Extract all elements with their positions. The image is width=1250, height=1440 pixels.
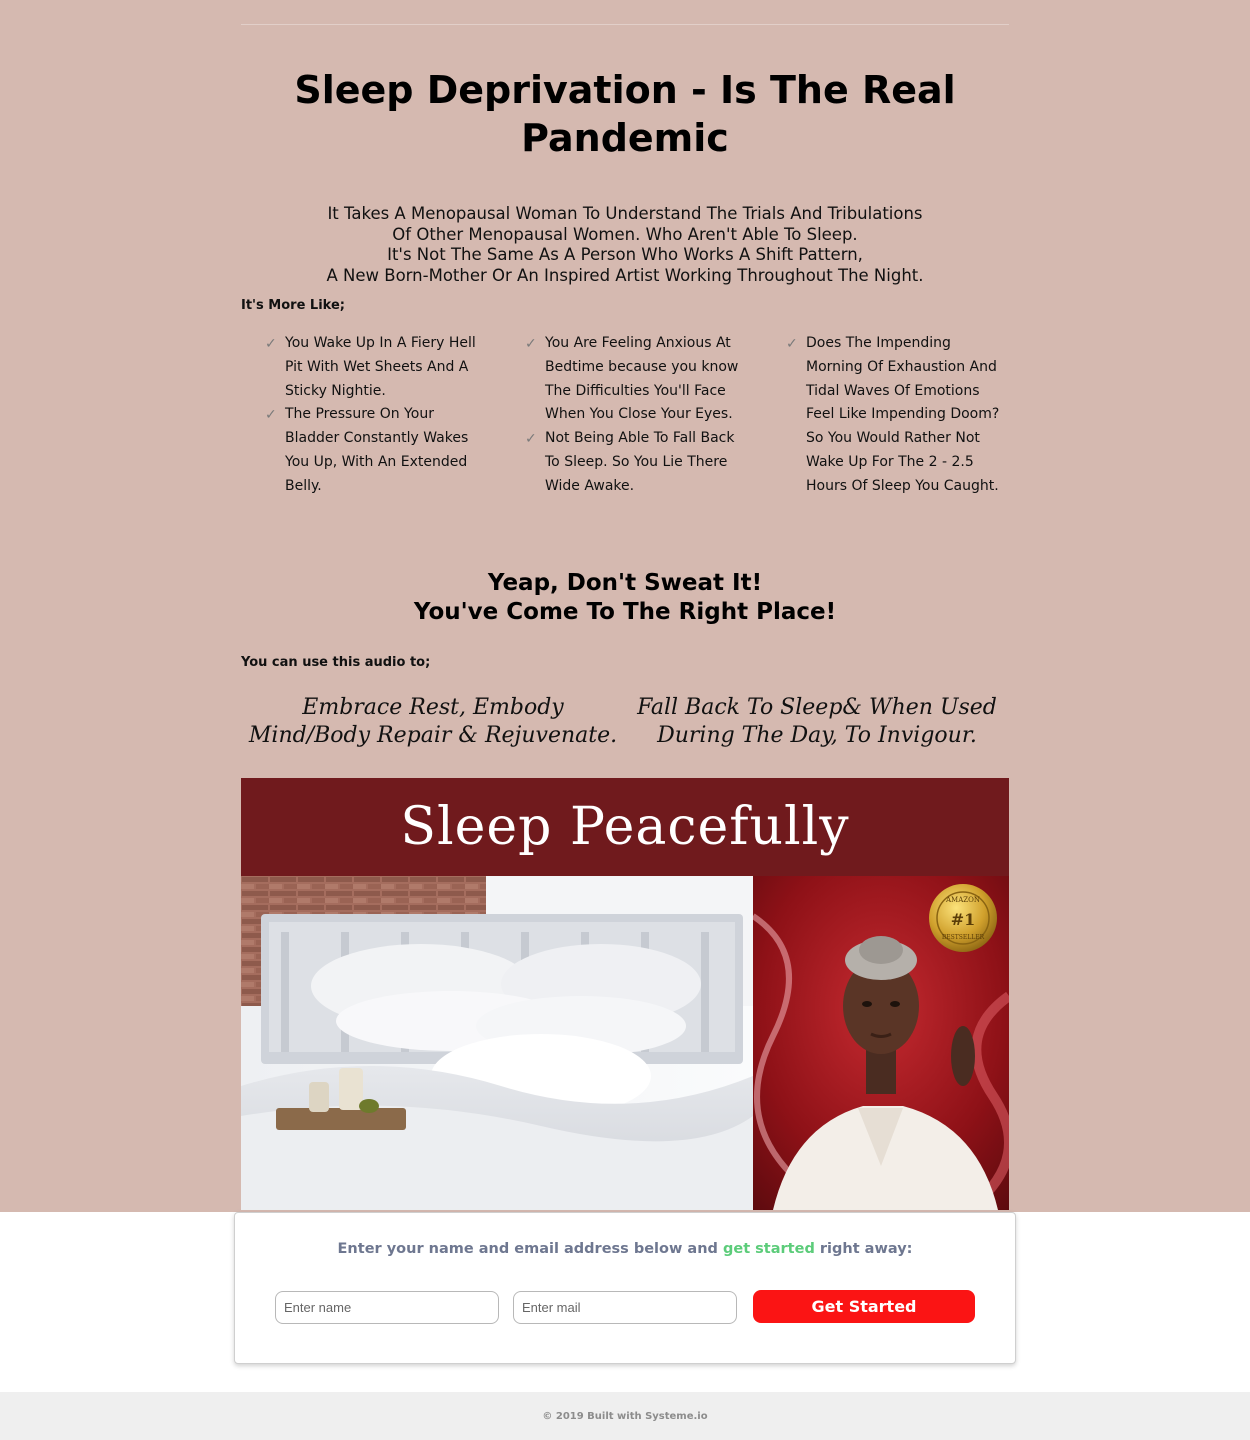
bed-photo bbox=[241, 876, 753, 1210]
intro-line: It's Not The Same As A Person Who Works A Shift Pattern, bbox=[387, 245, 863, 264]
list-item-text: Does The Impending Morning Of Exhaustion And Tidal Waves Of Emotions Feel Like Impending Doom? So You Would Rather Not Wake Up For The 2 - 2.5 Hours Of Sleep You Caught. bbox=[806, 335, 1000, 494]
check-icon: ✓ bbox=[265, 407, 277, 424]
list-item-text: You Wake Up In A Fiery Hell Pit With Wet Sheets And A Sticky Nightie. bbox=[285, 335, 476, 399]
name-input[interactable] bbox=[275, 1291, 499, 1324]
badge-top-text: AMAZON bbox=[945, 896, 981, 904]
list-item-text: You Are Feeling Anxious At Bedtime because you know The Difficulties You'll Face When You Close Your Eyes. bbox=[545, 335, 739, 423]
check-icon: ✓ bbox=[786, 336, 798, 352]
more-like-label: It's More Like; bbox=[241, 298, 345, 313]
symptom-list-3 bbox=[786, 332, 1006, 499]
footer-credit: © 2019 Built with Systeme.io bbox=[542, 1410, 708, 1422]
get-started-button[interactable]: Get Started bbox=[753, 1290, 975, 1323]
check-icon: ✓ bbox=[525, 431, 537, 448]
intro-line: It Takes A Menopausal Woman To Understand The Trials And Tribulations bbox=[327, 204, 923, 223]
optin-prompt-start: Enter your name and email address below and bbox=[337, 1241, 723, 1257]
divider bbox=[241, 24, 1009, 25]
optin-prompt-highlight: get started bbox=[722, 1241, 815, 1257]
optin-form bbox=[234, 1212, 1016, 1364]
badge-number: #1 bbox=[950, 910, 976, 929]
check-icon: ✓ bbox=[265, 336, 277, 352]
symptom-list-1 bbox=[265, 332, 485, 499]
benefit-right: Fall Back To Sleep& When Used During The Day, To Invigour. bbox=[637, 695, 997, 748]
list-item-text: Not Being Able To Fall Back To Sleep. So You Lie There Wide Awake. bbox=[545, 430, 735, 494]
intro-line: Of Other Menopausal Women. Who Aren't Able To Sleep. bbox=[392, 224, 858, 244]
check-icon: ✓ bbox=[525, 336, 537, 352]
symptom-list-2 bbox=[525, 332, 745, 499]
product-banner-title: Sleep Peacefully bbox=[241, 778, 1009, 876]
badge-bottom-text: BESTSELLER bbox=[941, 934, 985, 941]
optin-prompt-end: right away: bbox=[814, 1241, 913, 1257]
reassurance-line-1: Yeap, Don't Sweat It! bbox=[487, 570, 763, 596]
footer bbox=[0, 1392, 1250, 1440]
list-item bbox=[265, 403, 485, 498]
benefit-left: Embrace Rest, Embody Mind/Body Repair & Rejuvenate. bbox=[248, 695, 618, 748]
list-item bbox=[525, 427, 745, 498]
audio-label: You can use this audio to; bbox=[241, 655, 431, 670]
list-item bbox=[786, 332, 1006, 499]
reassurance-line-2: You've Come To The Right Place! bbox=[413, 599, 837, 625]
author-portrait bbox=[753, 876, 1009, 1210]
list-item bbox=[265, 332, 485, 403]
intro-paragraph bbox=[241, 204, 1009, 286]
intro-line: A New Born-Mother Or An Inspired Artist Working Throughout The Night. bbox=[326, 265, 924, 285]
list-item-text: The Pressure On Your Bladder Constantly Wakes You Up, With An Extended Belly. bbox=[285, 406, 469, 494]
email-input[interactable] bbox=[513, 1291, 737, 1324]
list-item bbox=[525, 332, 745, 427]
reassurance-heading bbox=[241, 569, 1009, 627]
page-title: Sleep Deprivation - Is The Real Pandemic bbox=[294, 68, 956, 160]
product-image bbox=[241, 778, 1009, 1210]
optin-prompt bbox=[235, 1241, 1015, 1257]
